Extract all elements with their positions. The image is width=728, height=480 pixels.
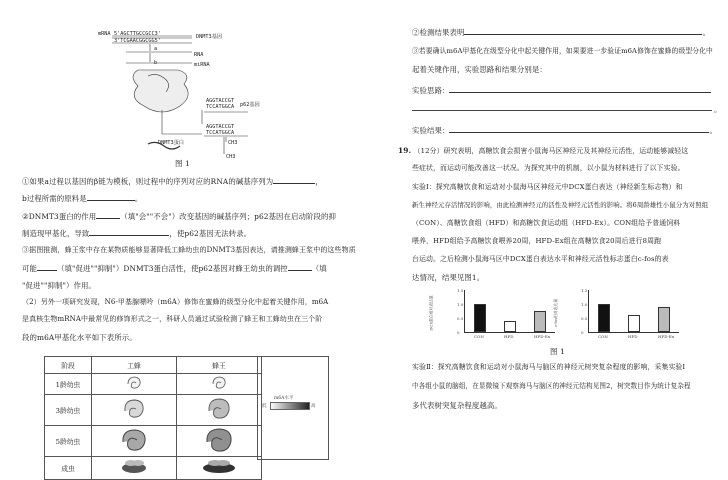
- chart1-ytick: 0: [457, 329, 460, 335]
- q2-line2-prefix: 制造现甲基化，导致: [22, 229, 90, 238]
- r3-answer-blank-1[interactable]: [449, 84, 711, 93]
- queen-adult-image: [177, 457, 262, 480]
- chart2-ytick: 1.5: [581, 287, 588, 293]
- q19-line7: 台运动。之后检测小鼠海马区中DCX蛋白表达水平和神经元活性标志蛋白c-fos的表: [412, 255, 669, 263]
- label-ch3-1: CH3: [228, 140, 238, 146]
- label-mirna: miRNA: [194, 62, 210, 68]
- worker-larva5-image: [92, 426, 177, 457]
- q19-line4: 新生神经元存活情况的影响，由此检测神经元的活性及神经元活性的影响。将6周龄雄性小鼠分为对照组: [412, 201, 709, 209]
- row-label-2: 3龄幼虫: [45, 395, 92, 426]
- m6a-legend: [257, 356, 329, 460]
- chart2-bar-hfd: [628, 315, 640, 332]
- label-rna: RNA: [194, 52, 204, 58]
- seq-top: 5'AGCTTGCCGCC3': [114, 31, 161, 37]
- row-label-4: 成虫: [45, 457, 92, 480]
- chart1-xlabel: CON: [474, 334, 484, 339]
- r4-end: 。: [709, 126, 717, 135]
- r4-answer-blank[interactable]: [449, 124, 709, 133]
- q3-line2-prefix: 可能: [22, 264, 37, 273]
- exp2-line2: 中各组小鼠的脑组，在显微镜下观察海马与脑区的神经元结构见图2，树突数目作为统计复杂程: [412, 382, 691, 390]
- table-row: [45, 457, 262, 480]
- label-dnmt3-gene: DNMT3基因: [196, 34, 222, 40]
- worker-larva1-image: [92, 374, 177, 395]
- q2-answer-blank-1[interactable]: [96, 210, 120, 219]
- q3-answer-blank-2[interactable]: [288, 262, 312, 271]
- chart-dcx: [428, 287, 562, 344]
- chart2-ytick: 0: [581, 329, 584, 335]
- chart1-ytick: 1.5: [457, 287, 464, 293]
- row-label-1: 1龄幼虫: [45, 374, 92, 395]
- q2-prefix: ②DNMT3蛋白的作用: [22, 212, 97, 221]
- label-dnmt3-protein: DNMT3蛋白: [158, 140, 184, 146]
- gene-seq-2: TCCATGGCA: [206, 104, 235, 110]
- q2-line2-suffix: ，使p62基因无法转录。: [169, 229, 252, 238]
- q19-line5: （CON）、高糖饮食组（HFD）和高糖饮食运动组（HFD-Ex）。CON组给予普通饲料: [412, 219, 681, 227]
- q3-answer-blank-1[interactable]: [37, 262, 57, 271]
- chart1-ylabel: DCX蛋白相对表达量: [428, 295, 434, 331]
- q19-line6: 喂养，HFD组给予高糖饮食喂养20周，HFD-Ex组在高糖饮食20周后进行8周跑: [412, 237, 662, 245]
- label-p62-gene: p62基因: [240, 102, 260, 108]
- r3-line: [412, 84, 711, 96]
- q1a-answer-blank[interactable]: [273, 175, 315, 184]
- row-label-3: 5龄幼虫: [45, 426, 92, 457]
- exp2-line3: 多代表树突复杂程度越高。: [412, 401, 502, 410]
- gene-seq-4: TCCATGGCA: [206, 130, 235, 136]
- q19-number: 19.: [398, 146, 412, 155]
- q2-fill-instruction: （填"会""不会"）改变基因的碱基序列；p62基因在启动阶段的抑: [120, 212, 336, 221]
- r2-line1: ③若要确认m6A甲基化在级型分化中起关键作用，如果要进一步验证m6A修饰在蜜蜂的级型分化中: [412, 47, 713, 55]
- chart1-xlabel: HFD: [504, 334, 514, 339]
- q3-line2-mid: （填"促进""抑制"）DNMT3蛋白活性，使p62基因对蜂王幼虫的调控: [56, 264, 288, 273]
- chart2-ytick: 1.0: [581, 301, 588, 307]
- r1-answer-blank[interactable]: [464, 26, 702, 35]
- chart-figure-caption: 图 1: [550, 347, 565, 356]
- exp2-line1: 实验Ⅱ：探究高糖饮食和运动对小鼠海马与脑区的神经元树突复杂程度的影响，采集实验Ⅰ: [412, 363, 686, 371]
- chart1-bar-hfd-ex: [534, 311, 546, 332]
- q3-line2: [22, 262, 327, 274]
- q1b-prefix: b过程所需的原料是: [22, 194, 87, 203]
- part2-line3: 段的m6A甲基化水平如下表所示。: [22, 333, 137, 342]
- q1a-prefix: ①如果a过程以基因的β链为模板，则过程中的序列对应的RNA的碱基序列为: [22, 177, 274, 186]
- q2-answer-blank-2[interactable]: [89, 227, 169, 236]
- seq-bottom: 3'TCGAACGGCGG5': [114, 38, 161, 44]
- r4-label: 实验结果：: [412, 126, 450, 135]
- q1b-suffix: 。: [134, 194, 143, 203]
- r1-suffix: 。: [702, 28, 710, 37]
- header-stage: 阶段: [45, 357, 92, 374]
- chart1-plot-area: [457, 287, 555, 339]
- q19-line8: 达情况，结果见图1。: [412, 273, 485, 282]
- part2-line1: （2）另外一项研究发现，N6-甲基腺嘌呤（m6A）修饰在蜜蜂的级型分化中起着关键作用，m6A: [22, 298, 329, 306]
- table-row: [45, 395, 262, 426]
- legend-label: m6A水平: [274, 396, 294, 401]
- r4-line: [412, 124, 717, 136]
- legend-gradient: [270, 402, 310, 410]
- q19-line1: [398, 145, 688, 157]
- chart2-xlabel: CON: [598, 334, 608, 339]
- chart2-xlabel: HFD: [628, 334, 638, 339]
- chart1-bar-hfd: [504, 321, 516, 332]
- queen-larva5-image: [177, 426, 262, 457]
- figure1-caption: 图 1: [175, 159, 190, 168]
- legend-high: 高: [311, 404, 316, 409]
- m6a-stage-table: [44, 356, 262, 480]
- chart2-bar-hfd-ex: [658, 307, 670, 332]
- q1b-answer-blank[interactable]: [87, 192, 135, 201]
- chart2-ytick: 0.5: [581, 315, 588, 321]
- legend-low: 低: [262, 404, 267, 409]
- q1b-text: [22, 192, 142, 204]
- chart2-ylabel: c-fos相对表达量: [553, 298, 559, 328]
- label-mrna-top: mRNA: [98, 31, 111, 37]
- r1-prefix: ②检测结果表明: [412, 28, 465, 37]
- chart2-bar-con: [598, 304, 610, 332]
- r2-line2: 起着关键作用，实验思路和结果分别是：: [412, 65, 547, 74]
- chart-cfos: [553, 287, 686, 344]
- q3-line2-suffix: （填: [311, 264, 327, 273]
- label-ch3-2: CH3: [226, 154, 236, 160]
- q19-line1-text: （12分）研究表明，高糖饮食会损害小鼠海马区神经元及其神经元活性，运动能够减轻这: [413, 147, 689, 155]
- q2-line2: [22, 227, 251, 239]
- chart1-xlabel: HFD-Ex: [534, 334, 551, 339]
- q1a-suffix: ，: [315, 177, 323, 186]
- chart1-ytick: 1.0: [457, 301, 464, 307]
- table-row: [45, 426, 262, 457]
- q19-line2: 些症状，而运动可能改善这一状况。为探究其中的机制，以小鼠为材料进行了以下实验。: [412, 164, 685, 172]
- table-row: [45, 374, 262, 395]
- queen-larva1-image: [177, 374, 262, 395]
- r3-answer-blank-2[interactable]: [412, 110, 712, 111]
- right-column: [398, 0, 728, 470]
- header-worker: 工蜂: [92, 357, 177, 374]
- label-a: a: [154, 46, 158, 52]
- table-header-row: [45, 357, 262, 374]
- q3-line3: "促进""抑制"）作用。: [22, 281, 96, 290]
- gene-seq-3: AGGTACCGT: [206, 124, 235, 130]
- r3-end: 。: [714, 105, 722, 114]
- chart1-bar-con: [474, 304, 486, 332]
- worker-adult-image: [92, 457, 177, 480]
- chart1-ytick: 0.5: [457, 315, 464, 321]
- queen-larva3-image: [177, 395, 262, 426]
- chart2-plot-area: [581, 287, 679, 339]
- r3-label: 实验思路：: [412, 86, 450, 95]
- q1a-text: [22, 175, 323, 187]
- q2-line1: [22, 210, 336, 222]
- q3-line1: ③据图推测，蜂王浆中存在某物质能够显著降低工蜂幼虫的DNMT3基因表达，请推测蜂王浆中的这些物质: [22, 246, 356, 254]
- figure1-diagram: [98, 26, 268, 161]
- header-queen: 蜂王: [177, 357, 262, 374]
- part2-line2: 是真核生物mRNA中最常见的修饰形式之一，科研人员通过试验检测了蜂王和工蜂幼虫在三个阶: [22, 315, 323, 323]
- gene-seq-1: AGGTACCGT: [206, 98, 235, 104]
- q19-line3: 实验Ⅰ：探究高糖饮食和运动对小鼠海马区神经元中DCX蛋白表达（神经新生标志物）和: [412, 183, 683, 191]
- label-b: b: [154, 60, 158, 66]
- r1-line: [412, 26, 710, 38]
- chart2-xlabel: HFD-Ex: [658, 334, 675, 339]
- worker-larva3-image: [92, 395, 177, 426]
